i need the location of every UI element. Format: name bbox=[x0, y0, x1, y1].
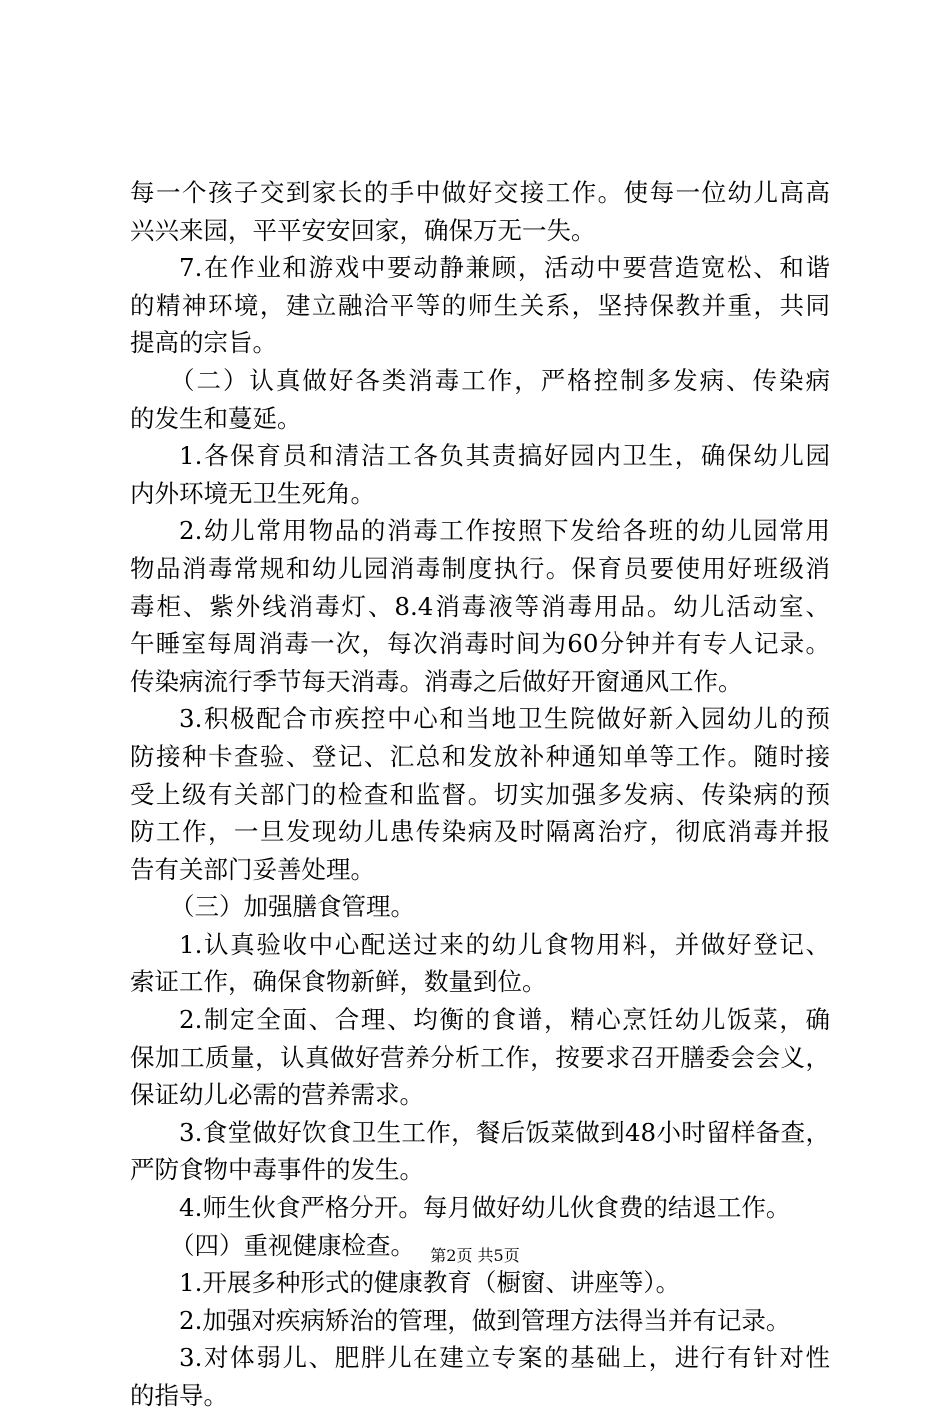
text-line: 的发生和蔓延。 bbox=[130, 403, 302, 433]
document-body bbox=[130, 174, 830, 1415]
text-line: 3.食堂做好饮食卫生工作，餐后饭菜做到48小时留样备查， bbox=[179, 1117, 830, 1147]
text-line: 7.在作业和游戏中要动静兼顾，活动中要营造宽松、和谐 bbox=[179, 253, 830, 283]
text-line: 传染病流行季节每天消毒。消毒之后做好开窗通风工作。 bbox=[130, 666, 743, 696]
text-line: 1.各保育员和清洁工各负其责搞好园内卫生，确保幼儿园 bbox=[179, 441, 830, 471]
text-line: 物品消毒常规和幼儿园消毒制度执行。保育员要使用好班级消 bbox=[130, 553, 830, 583]
text-line: 受上级有关部门的检查和监督。切实加强多发病、传染病的预 bbox=[130, 779, 830, 809]
text-line: 4.师生伙食严格分开。每月做好幼儿伙食费的结退工作。 bbox=[179, 1193, 791, 1223]
text-line: 的指导。 bbox=[130, 1381, 228, 1410]
section-heading: （二）认真做好各类消毒工作，严格控制多发病、传染病 bbox=[170, 365, 830, 395]
text-line: 毒柜、紫外线消毒灯、8.4消毒液等消毒用品。幼儿活动室、 bbox=[130, 591, 830, 621]
text-line: 2.加强对疾病矫治的管理，做到管理方法得当并有记录。 bbox=[179, 1305, 791, 1335]
text-line: 2.幼儿常用物品的消毒工作按照下发给各班的幼儿园常用 bbox=[179, 516, 830, 546]
text-line: 1.认真验收中心配送过来的幼儿食物用料，并做好登记、 bbox=[179, 929, 830, 959]
page-number-footer: 第2页 共5页 bbox=[430, 1246, 520, 1265]
section-heading: （三）加强膳食管理。 bbox=[170, 892, 415, 922]
text-line: 3.对体弱儿、肥胖儿在建立专案的基础上，进行有针对性 bbox=[179, 1343, 830, 1373]
text-line: 每一个孩子交到家长的手中做好交接工作。使每一位幼儿高高 bbox=[130, 178, 830, 207]
section-heading: （四）重视健康检查。 bbox=[170, 1230, 415, 1260]
text-line: 严防食物中毒事件的发生。 bbox=[130, 1155, 424, 1185]
text-line: 告有关部门妥善处理。 bbox=[130, 854, 375, 884]
text-line: 兴兴来园，平平安安回家，确保万无一失。 bbox=[130, 215, 596, 245]
text-line: 2.制定全面、合理、均衡的食谱，精心烹饪幼儿饭菜，确 bbox=[179, 1005, 830, 1035]
text-line: 内外环境无卫生死角。 bbox=[130, 478, 375, 508]
text-line: 防接种卡查验、登记、汇总和发放补种通知单等工作。随时接 bbox=[130, 741, 830, 771]
text-line: 1.开展多种形式的健康教育（橱窗、讲座等）。 bbox=[179, 1268, 681, 1298]
text-line: 保加工质量，认真做好营养分析工作，按要求召开膳委会会义， bbox=[130, 1042, 830, 1072]
text-line: 保证幼儿必需的营养需求。 bbox=[130, 1080, 424, 1110]
text-line: 防工作，一旦发现幼儿患传染病及时隔离治疗，彻底消毒并报 bbox=[130, 817, 830, 847]
text-line: 索证工作，确保食物新鲜，数量到位。 bbox=[130, 967, 547, 997]
text-line: 的精神环境，建立融洽平等的师生关系，坚持保教并重，共同 bbox=[130, 290, 830, 320]
text-line: 3.积极配合市疾控中心和当地卫生院做好新入园幼儿的预 bbox=[179, 704, 830, 734]
text-line: 提高的宗旨。 bbox=[130, 328, 277, 358]
text-line: 午睡室每周消毒一次，每次消毒时间为60分钟并有专人记录。 bbox=[130, 629, 830, 659]
